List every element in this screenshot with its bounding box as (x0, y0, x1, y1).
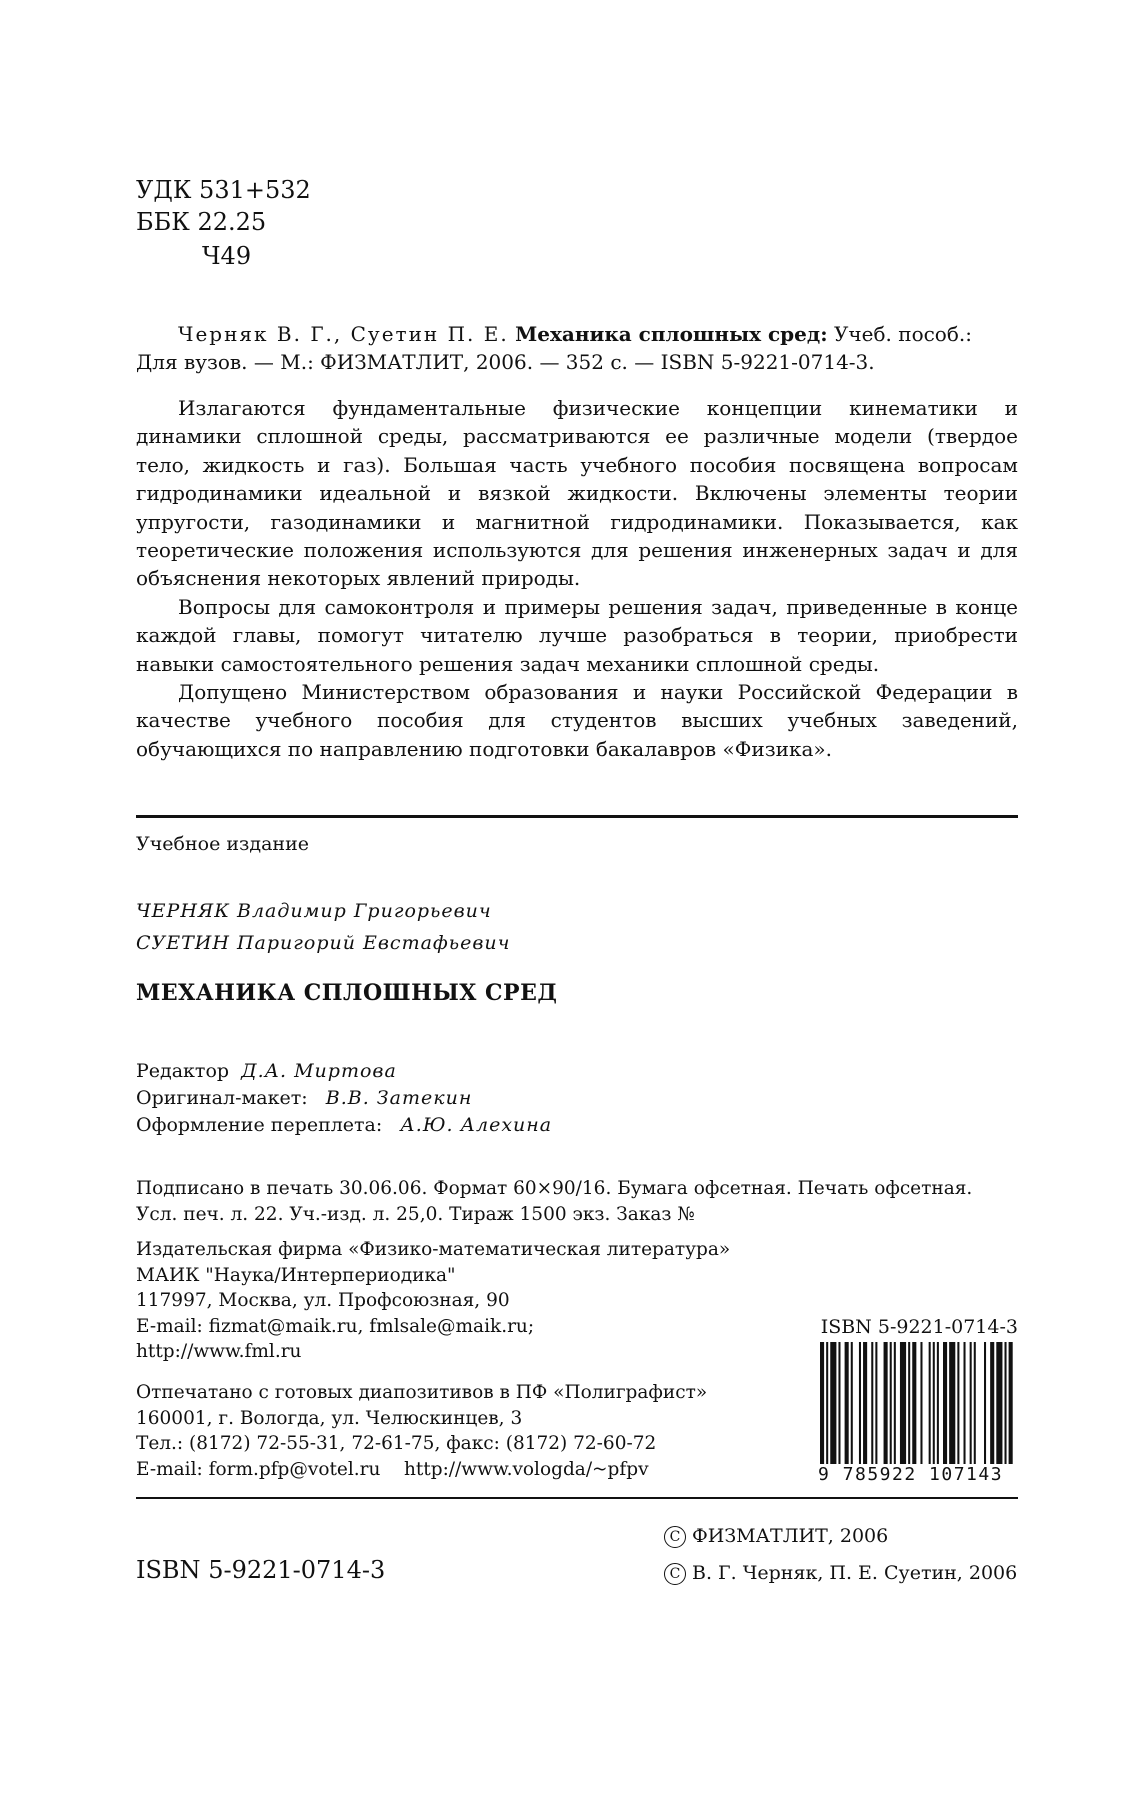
printer-line: Тел.: (8172) 72-55-31, 72-61-75, факс: (8172) 72-60-72 (136, 1433, 657, 1455)
credit-value: А.Ю. Алехина (400, 1114, 553, 1136)
barcode-bar (894, 1342, 896, 1464)
imprint (136, 1176, 1018, 1228)
printer-block (136, 1380, 707, 1482)
credit-value: В.В. Затекин (325, 1087, 473, 1109)
printer-line: 160001, г. Вологда, ул. Челюскинцев, 3 (136, 1407, 523, 1429)
barcode-bar (929, 1342, 931, 1464)
biblio-title: Механика сплошных сред: (515, 322, 828, 346)
publisher-line: МАИК "Наука/Интерпериодика" (136, 1264, 456, 1286)
printer-line: Отпечатано с готовых диапозитивов в ПФ «Полиграфист» (136, 1382, 708, 1403)
barcode-bar (920, 1342, 922, 1464)
copyright-authors (664, 1562, 1017, 1585)
barcode-bar (884, 1342, 888, 1464)
publisher-block (136, 1237, 730, 1365)
udk-code: УДК 531+532 (136, 176, 311, 204)
barcode-bar (830, 1342, 836, 1464)
credit-label: Оригинал-макет: (136, 1087, 308, 1109)
barcode-bar (908, 1342, 910, 1464)
barcode-bar (912, 1342, 916, 1464)
credit-label: Редактор (136, 1060, 230, 1082)
book-title: МЕХАНИКА СПЛОШНЫХ СРЕД (136, 980, 558, 1006)
abstract-paragraph: Допущено Министерством образования и науки Российской Федерации в качестве учебного пособия для студентов высших учебных заведений, обучающихся по направлению подготовки бакалавров «Физика». (136, 680, 1018, 761)
barcode-bar (957, 1342, 959, 1464)
barcode-bar (970, 1342, 972, 1464)
barcode-bar (933, 1342, 935, 1464)
author-full-2: СУЕТИН Паригорий Евстафьевич (136, 932, 511, 954)
barcode-bar (1009, 1342, 1013, 1464)
abstract-paragraph: Вопросы для самоконтроля и примеры решения задач, приведенные в конце каждой главы, помогут читателю лучше разобраться в теории, приобрести навыки самостоятельного решения задач механики сплошной среды. (136, 594, 1018, 676)
barcode-block (818, 1316, 1018, 1485)
barcode-bar (943, 1342, 947, 1464)
divider-bottom (136, 1497, 1018, 1499)
author-full-1: ЧЕРНЯК Владимир Григорьевич (136, 900, 492, 922)
author-sign: Ч49 (202, 242, 252, 270)
imprint-line: Усл. печ. л. 22. Уч.-изд. л. 25,0. Тираж 1500 экз. Заказ № (136, 1204, 695, 1225)
barcode-bar (984, 1342, 986, 1464)
credit-layout (136, 1085, 472, 1111)
credit-label: Оформление переплета: (136, 1114, 383, 1136)
barcode-bar (826, 1342, 828, 1464)
edition-type: Учебное издание (136, 833, 309, 855)
divider-top (136, 815, 1018, 818)
barcode-bar (851, 1342, 853, 1464)
copyright-icon: C (664, 1563, 686, 1585)
barcode-bar (990, 1342, 994, 1464)
copyright-publisher (664, 1525, 888, 1548)
bbk-code: ББК 22.25 (136, 208, 267, 236)
barcode-digits: 9 785922 107143 (818, 1464, 1004, 1485)
printer-line: E-mail: form.pfp@votel.ru http://www.vologda/~pfpv (136, 1458, 649, 1480)
publisher-line: E-mail: fizmat@maik.ru, fmlsale@maik.ru; (136, 1315, 535, 1337)
barcode-bar (937, 1342, 939, 1464)
barcode-bar (949, 1342, 955, 1464)
credit-cover (136, 1112, 552, 1138)
barcode-bars (818, 1342, 1018, 1464)
copyright-icon: C (664, 1526, 686, 1548)
barcode-bar (974, 1342, 976, 1464)
barcode-bar (863, 1342, 867, 1464)
barcode-bar (900, 1342, 906, 1464)
barcode-bar (996, 1342, 1002, 1464)
isbn-bottom: ISBN 5-9221-0714-3 (136, 1556, 386, 1584)
biblio-details: Учеб. пособ.: Для вузов. — М.: ФИЗМАТЛИТ, 2006. — 352 с. — ISBN 5-9221-0714-3. (136, 322, 972, 374)
biblio-authors: Черняк В. Г., Суетин П. Е. (178, 322, 509, 346)
publisher-line: Издательская фирма «Физико-математическая литература» (136, 1239, 731, 1260)
credit-value: Д.А. Миртова (241, 1060, 397, 1082)
barcode-bar (838, 1342, 840, 1464)
barcode-bar (875, 1342, 877, 1464)
abstract (136, 394, 1018, 763)
barcode-bar (964, 1342, 966, 1464)
barcode-bar (820, 1342, 824, 1464)
publisher-line: http://www.fml.ru (136, 1341, 302, 1363)
copyright-text: ФИЗМАТЛИТ, 2006 (692, 1525, 889, 1547)
abstract-paragraph: Излагаются фундаментальные физические концепции кинематики и динамики сплошной среды, рассматриваются ее различные модели (твердое тело, жидкость и газ). Большая часть учебного пособия посвящена вопросам гидродинамики идеальной и вязкой жидкости. Включены элементы теории упругости, газодинамики и магнитной гидродинамики. Показывается, как теоретические положения используются для решения инженерных задач и для объяснения некоторых явлений природы. (136, 396, 1018, 591)
imprint-line: Подписано в печать 30.06.06. Формат 60×90/16. Бумага офсетная. Печать офсетная. (136, 1178, 973, 1199)
barcode-bar (890, 1342, 892, 1464)
barcode-bar (845, 1342, 849, 1464)
barcode-bar (871, 1342, 873, 1464)
credit-editor (136, 1058, 397, 1084)
copyright-text: В. Г. Черняк, П. Е. Суетин, 2006 (692, 1562, 1018, 1584)
barcode-bar (859, 1342, 861, 1464)
barcode-isbn: ISBN 5-9221-0714-3 (820, 1316, 1018, 1338)
publisher-line: 117997, Москва, ул. Профсоюзная, 90 (136, 1290, 510, 1312)
barcode-bar (1005, 1342, 1007, 1464)
bibliographic-record (136, 320, 1018, 376)
